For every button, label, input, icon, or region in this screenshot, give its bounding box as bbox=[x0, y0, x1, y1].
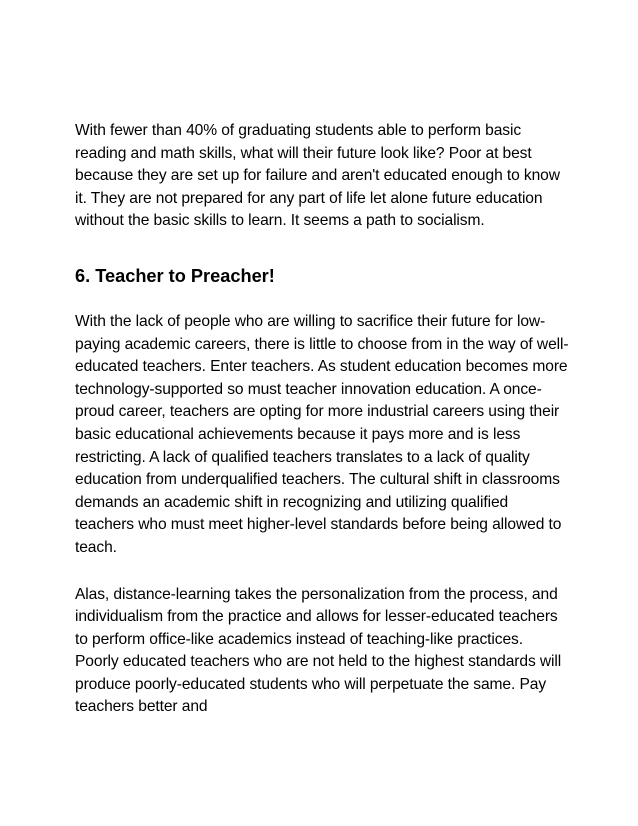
paragraph-teacher-shortage: With the lack of people who are willing to sacrifice their future for low-paying academic careers, there is little to choose from in the way of well-educated teachers. Enter teachers. As student education becomes more technology-supported so must teacher innovation education. A once-proud career, teachers are opting for more industrial careers using their basic educational achievements because it pays more and is less restricting. A lack of qualified teachers translates to a lack of quality education from underqualified teachers. The cultural shift in classrooms demands an academic shift in recognizing and utilizing qualified teachers who must meet higher-level standards before being allowed to teach. bbox=[75, 312, 569, 556]
paragraph-intro: With fewer than 40% of graduating students able to perform basic reading and math skills, what will their future look like? Poor at best because they are set up for failure and aren't educated enough to know it. They are not prepared for any part of life let alone future education without the basic skills to learn. It seems a path to socialism. bbox=[75, 122, 560, 230]
section-heading: 6. Teacher to Preacher! bbox=[75, 265, 275, 286]
paragraph-distance-learning: Alas, distance-learning takes the personalization from the process, and individualism from the practice and allows for lesser-educated teachers to perform office-like academics instead of teaching-like practices. Poorly educated teachers who are not held to the highest standards will produce poorly-educated students who will perpetuate the same. Pay teachers better and bbox=[75, 585, 562, 716]
document-body bbox=[75, 120, 569, 719]
